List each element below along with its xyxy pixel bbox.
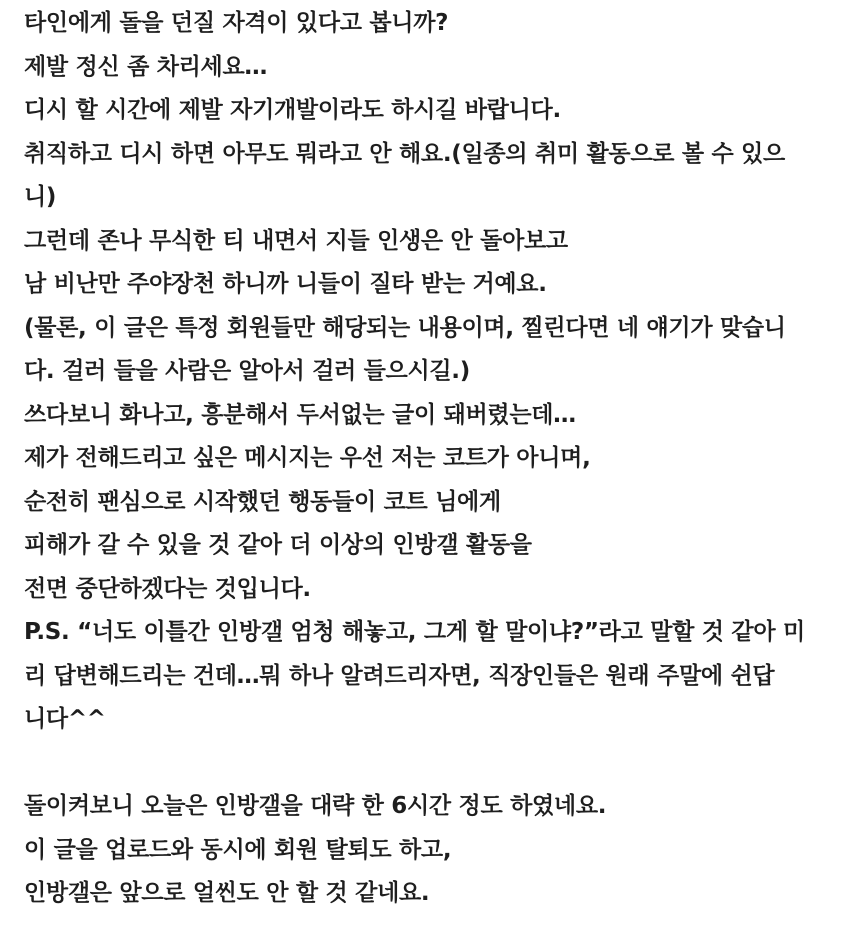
text-line-4: 취직하고 디시 하면 아무도 뭐라고 안 해요.(일종의 취미 활동으로 볼 수 있으 [24,140,785,167]
text-line-9: 다. 걸러 들을 사람은 알아서 걸러 들으시길.) [24,358,470,384]
text-line-16: 리 답변해드리는 건데…뭐 하나 알려드리자면, 직장인들은 원래 주말에 쉰답 [24,662,775,689]
document-body [24,2,824,916]
text-line-3: 디시 할 시간에 제발 자기개발이라도 하시길 바랍니다. [24,97,561,123]
blank-line [24,742,824,786]
text-line-8: (물론, 이 글은 특정 회원들만 해당되는 내용이며, 찔린다면 네 얘기가 맞습니 [24,314,786,341]
text-line-12: 순전히 팬심으로 시작했던 행동들이 코트 님에게 [24,488,501,515]
text-line-1: 타인에게 돌을 던질 자격이 있다고 봅니까? [24,10,449,36]
text-line-13: 피해가 갈 수 있을 것 같아 더 이상의 인방갤 활동을 [24,532,532,558]
text-line-7: 남 비난만 주야장천 하니까 니들이 질타 받는 거예요. [24,271,547,297]
text-line-10: 쓰다보니 화나고, 흥분해서 두서없는 글이 돼버렸는데… [24,401,576,428]
text-line-17: 니다^^ [24,706,106,732]
text-line-21: 인방갤은 앞으로 얼씬도 안 할 것 같네요. [24,880,430,906]
text-line-15: P.S. “너도 이틀간 인방갤 엄청 해놓고, 그게 할 말이냐?”라고 말할 것 같아 미 [24,619,805,645]
text-line-6: 그런데 존나 무식한 티 내면서 지들 인생은 안 돌아보고 [24,227,568,254]
text-line-11: 제가 전해드리고 싶은 메시지는 우선 저는 코트가 아니며, [24,445,591,471]
text-line-5: 니) [24,184,57,210]
text-line-2: 제발 정신 좀 차리세요… [24,53,268,80]
text-line-19: 돌이켜보니 오늘은 인방갤을 대략 한 6시간 정도 하였네요. [24,793,607,819]
text-line-20: 이 글을 업로드와 동시에 회원 탈퇴도 하고, [24,836,452,863]
text-line-14: 전면 중단하겠다는 것입니다. [24,575,311,602]
